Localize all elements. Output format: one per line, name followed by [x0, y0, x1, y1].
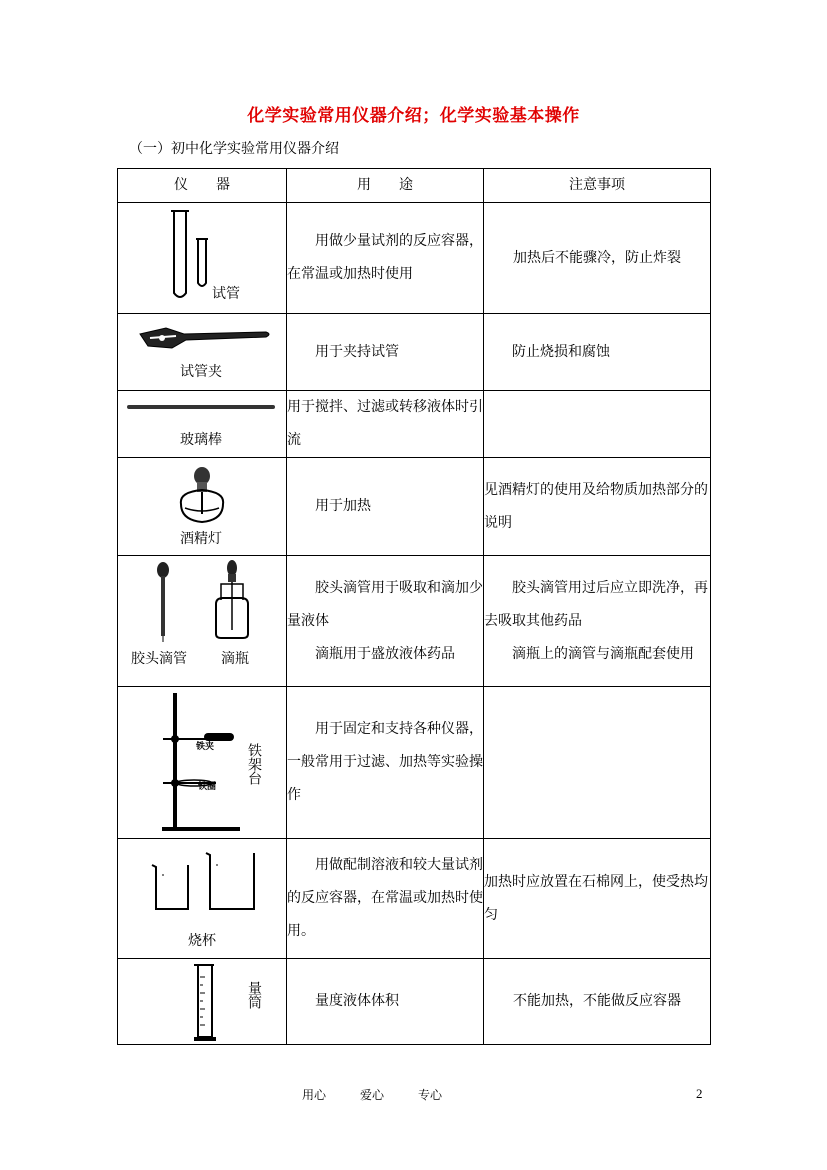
instrument-name: 试管夹	[180, 364, 222, 380]
use-text: 用于搅拌、过滤或转移液体时引流	[287, 399, 483, 448]
instrument-cell	[118, 314, 287, 391]
part-label: 铁圈	[198, 782, 217, 792]
page-title: 化学实验常用仪器介绍；化学实验基本操作	[247, 106, 580, 126]
glass-rod-icon	[127, 403, 277, 413]
use-cell	[287, 391, 484, 458]
use-cell	[287, 687, 484, 839]
instrument-table	[117, 168, 711, 1045]
use-cell	[287, 959, 484, 1045]
use-cell	[287, 458, 484, 556]
instrument-name: 滴瓶	[221, 651, 249, 667]
table-row	[118, 687, 711, 839]
note-cell	[484, 556, 711, 687]
note-cell	[484, 391, 711, 458]
use-text: 胶头滴管用于吸取和滴加少量液体	[287, 579, 483, 629]
instrument-name: 玻璃棒	[180, 432, 222, 448]
instrument-cell	[118, 391, 287, 458]
instrument-cell	[118, 458, 287, 556]
footer-item: 用心	[302, 1088, 327, 1102]
dropping-bottle-icon	[213, 560, 253, 642]
note-text: 防止烧损和腐蚀	[512, 343, 610, 360]
part-label: 铁夹	[196, 742, 215, 752]
test-tube-clamp-icon	[136, 320, 276, 356]
page-number: 2	[696, 1086, 703, 1101]
iron-stand-icon	[158, 691, 248, 833]
instrument-name: 酒精灯	[180, 531, 222, 547]
table-row	[118, 839, 711, 959]
table-row	[118, 458, 711, 556]
note-text: 胶头滴管用过后应立即洗净，再去吸取其他药品	[484, 579, 708, 629]
use-text: 量度液体体积	[315, 993, 399, 1009]
table-row	[118, 556, 711, 687]
table-row	[118, 391, 711, 458]
dropper-icon	[154, 562, 174, 642]
section-subtitle: （一）初中化学实验常用仪器介绍	[129, 141, 339, 157]
use-text: 滴瓶用于盛放液体药品	[315, 645, 455, 662]
use-text: 用于加热	[315, 498, 371, 514]
footer-item: 专心	[418, 1088, 443, 1102]
table-row	[118, 203, 711, 314]
note-cell	[484, 458, 711, 556]
note-text: 见酒精灯的使用及给物质加热部分的说明	[484, 481, 708, 531]
note-cell	[484, 687, 711, 839]
use-cell	[287, 314, 484, 391]
use-text: 用做配制溶液和较大量试剂的反应容器，在常温或加热时使用。	[287, 857, 483, 939]
instrument-cell	[118, 203, 287, 314]
table-header-row	[118, 169, 711, 203]
note-text: 滴瓶上的滴管与滴瓶配套使用	[512, 645, 694, 662]
note-cell	[484, 314, 711, 391]
instrument-name: 铁架台	[246, 743, 262, 785]
use-cell	[287, 203, 484, 314]
header-note: 注意事项	[484, 169, 711, 203]
header-instrument: 仪 器	[118, 169, 287, 203]
instrument-name: 量筒	[246, 981, 262, 1009]
use-text: 用于固定和支持各种仪器，一般常用于过滤、加热等实验操作	[287, 721, 483, 803]
note-text: 加热时应放置在石棉网上，使受热均匀	[484, 873, 708, 923]
footer-item: 爱心	[360, 1088, 385, 1102]
instrument-cell	[118, 556, 287, 687]
instrument-cell	[118, 959, 287, 1045]
note-cell	[484, 839, 711, 959]
note-cell	[484, 959, 711, 1045]
table-row	[118, 959, 711, 1045]
note-text: 加热后不能骤冷，防止炸裂	[513, 249, 681, 266]
table-row	[118, 314, 711, 391]
beaker-icon	[150, 851, 270, 915]
measuring-cylinder-icon	[192, 963, 222, 1043]
instrument-name: 试管	[212, 286, 240, 302]
use-cell	[287, 839, 484, 959]
use-cell	[287, 556, 484, 687]
instrument-cell	[118, 687, 287, 839]
use-text: 用做少量试剂的反应容器，在常温或加热时使用	[287, 233, 483, 282]
instrument-name: 烧杯	[188, 933, 216, 949]
instrument-name: 胶头滴管	[131, 651, 187, 667]
note-text: 不能加热，不能做反应容器	[513, 993, 681, 1009]
use-text: 用于夹持试管	[315, 343, 399, 360]
header-use: 用 途	[287, 169, 484, 203]
instrument-cell	[118, 839, 287, 959]
alcohol-lamp-icon	[175, 464, 235, 526]
note-cell	[484, 203, 711, 314]
